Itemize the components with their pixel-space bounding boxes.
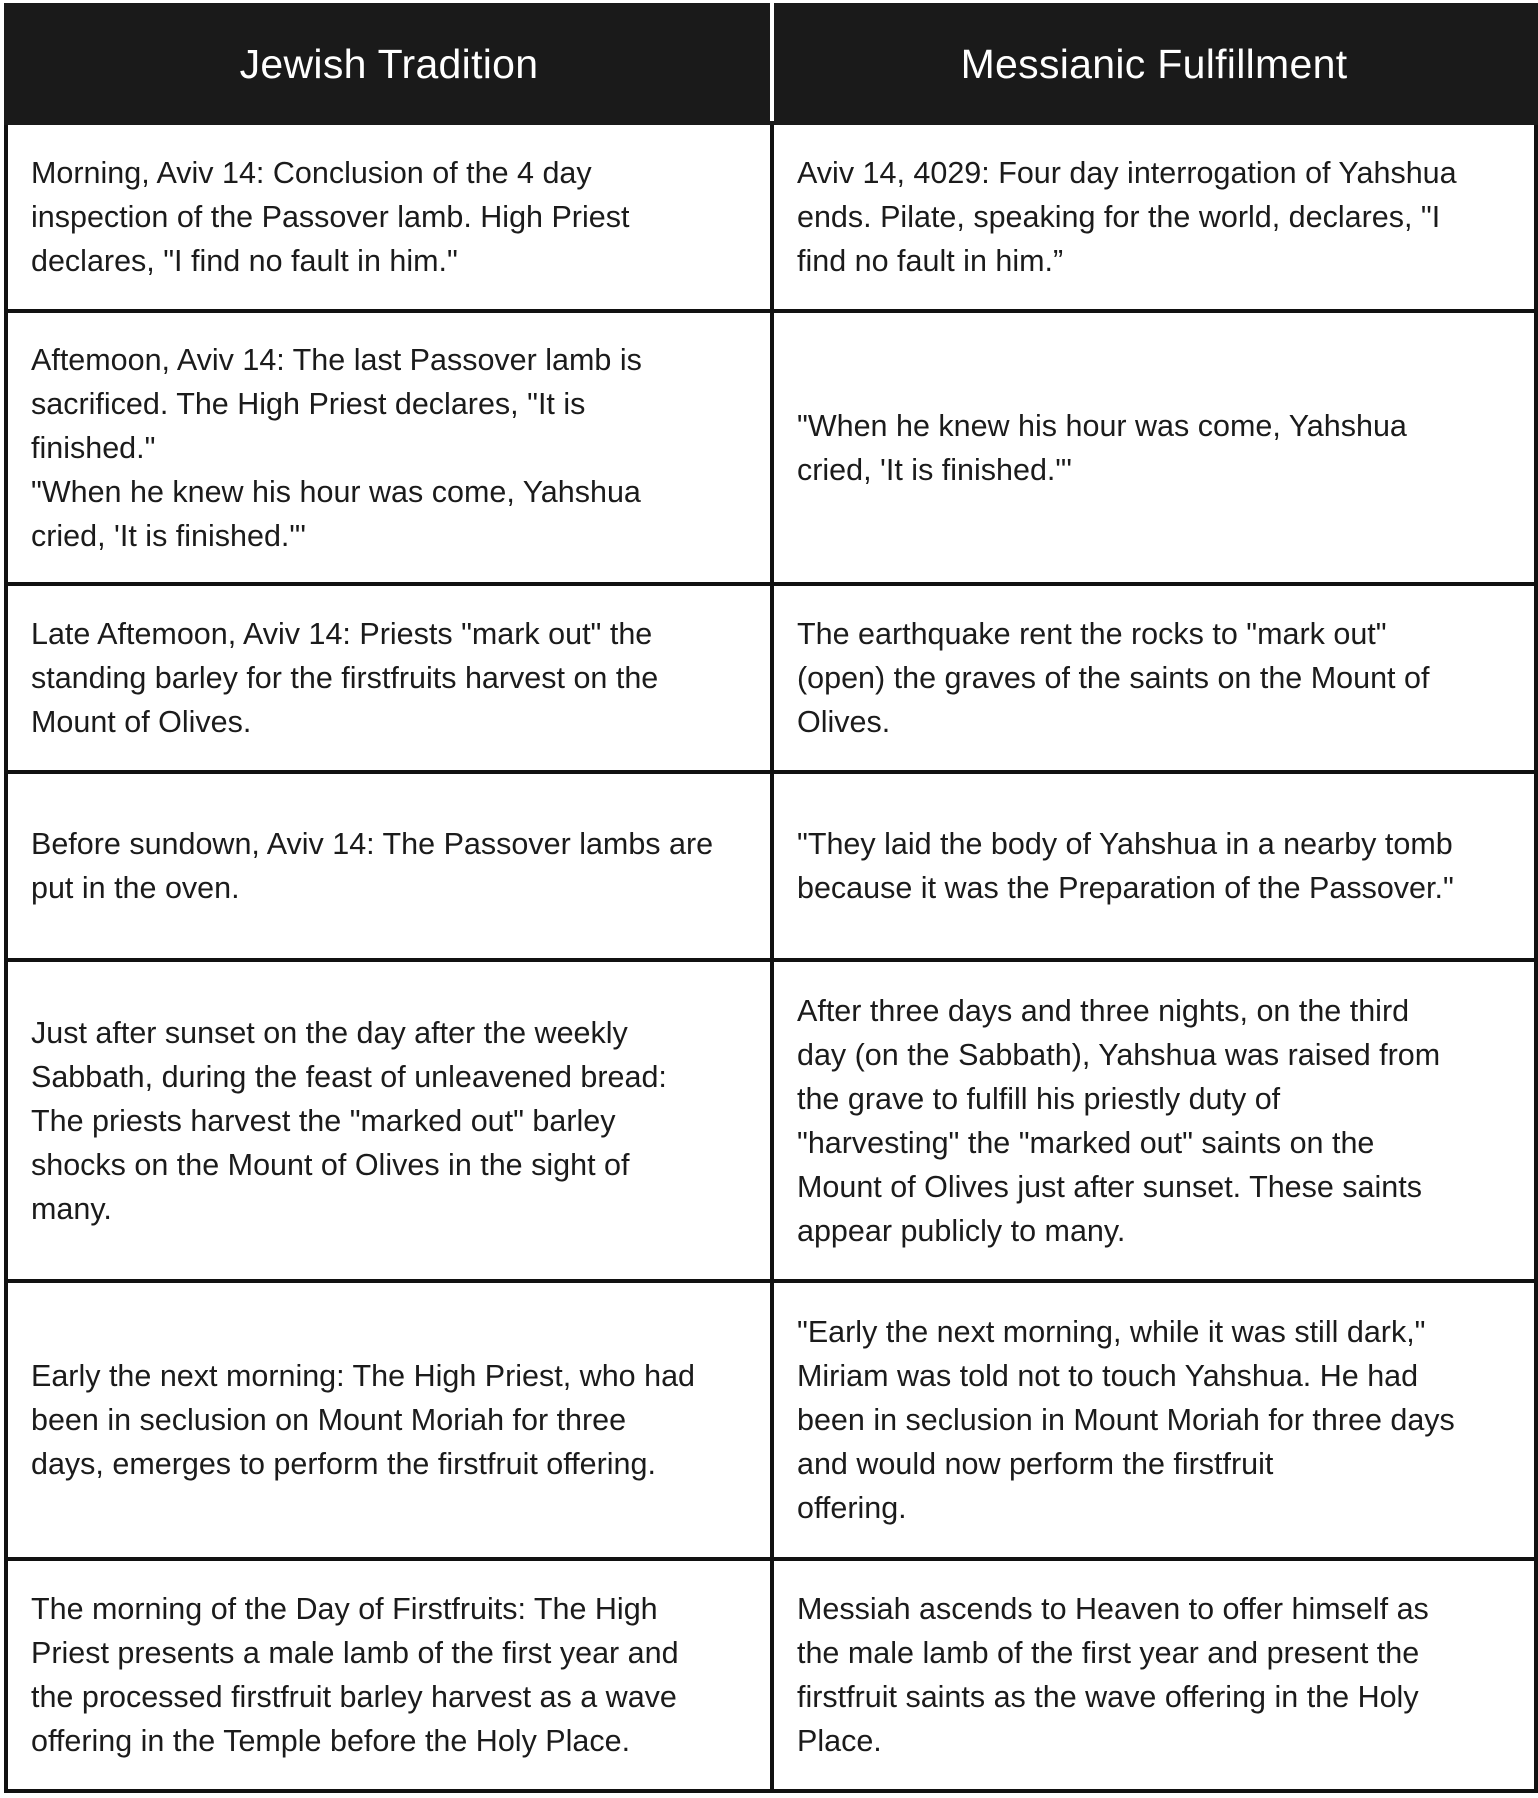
text-line: "When he knew his hour was come, Yahshua: [31, 474, 641, 509]
tradition-text: [31, 612, 752, 744]
fulfillment-cell: [772, 584, 1536, 772]
text-line: Early the next morning: The High Priest, who had: [31, 1359, 696, 1393]
text-line: "When he knew his hour was come, Yahshua: [797, 408, 1407, 443]
text-line: declares, "I find no fault in him.": [31, 244, 458, 278]
tradition-cell: [6, 584, 772, 772]
fulfillment-cell: [772, 1281, 1536, 1559]
tradition-text: [31, 1587, 752, 1763]
text-line: finished.": [31, 430, 156, 465]
table-row: [6, 123, 1536, 311]
text-line: inspection of the Passover lamb. High Priest: [31, 200, 630, 234]
text-line: day (on the Sabbath), Yahshua was raised from: [797, 1037, 1441, 1072]
text-line: been in seclusion in Mount Moriah for three days: [797, 1403, 1455, 1437]
text-line: Mount of Olives.: [31, 705, 252, 739]
fulfillment-text: [797, 1587, 1516, 1763]
text-line: Morning, Aviv 14: Conclusion of the 4 day: [31, 156, 592, 190]
text-line: "harvesting" the "marked out" saints on the: [797, 1125, 1375, 1160]
text-line: The earthquake rent the rocks to "mark out": [797, 617, 1387, 651]
text-line: offering in the Temple before the Holy Place.: [31, 1724, 631, 1758]
fulfillment-text: [797, 989, 1516, 1253]
tradition-cell: [6, 123, 772, 311]
fulfillment-text: [797, 1310, 1516, 1530]
tradition-text: [31, 1354, 752, 1486]
fulfillment-cell: [772, 960, 1536, 1281]
text-line: The priests harvest the "marked out" barley: [31, 1103, 616, 1138]
text-line: the processed firstfruit barley harvest as a wave: [31, 1680, 677, 1714]
text-line: After three days and three nights, on the third: [797, 993, 1410, 1028]
text-line: the male lamb of the first year and present the: [797, 1636, 1420, 1670]
table-row: [6, 311, 1536, 584]
fulfillment-text: [797, 822, 1516, 910]
text-line: and would now perform the firstfruit: [797, 1447, 1274, 1481]
table-row: [6, 772, 1536, 960]
text-line: firstfruit saints as the wave offering in the Holy: [797, 1680, 1419, 1714]
text-line: Aviv 14, 4029: Four day interrogation of Yahshua: [797, 156, 1457, 190]
text-line: Sabbath, during the feast of unleavened bread:: [31, 1059, 667, 1094]
tradition-cell: [6, 772, 772, 960]
header-jewish-tradition: Jewish Tradition: [6, 5, 772, 123]
fulfillment-text: [797, 151, 1516, 283]
fulfillment-cell: [772, 1559, 1536, 1791]
text-line: "They laid the body of Yahshua in a nearby tomb: [797, 827, 1453, 861]
text-line: Before sundown, Aviv 14: The Passover lambs are: [31, 827, 714, 861]
fulfillment-cell: [772, 311, 1536, 584]
text-line: Just after sunset on the day after the weekly: [31, 1015, 628, 1050]
text-line: Aftemoon, Aviv 14: The last Passover lamb is: [31, 342, 642, 377]
table-row: [6, 1281, 1536, 1559]
text-line: because it was the Preparation of the Passover.": [797, 871, 1454, 905]
fulfillment-text: [797, 612, 1516, 744]
text-line: Priest presents a male lamb of the first year and: [31, 1636, 679, 1670]
tradition-text: [31, 1011, 752, 1231]
text-line: ends. Pilate, speaking for the world, declares, "I: [797, 200, 1441, 234]
header-messianic-fulfillment: Messianic Fulfillment: [772, 5, 1536, 123]
text-line: shocks on the Mount of Olives in the sight of: [31, 1147, 630, 1182]
table-row: [6, 584, 1536, 772]
text-line: sacrificed. The High Priest declares, "It is: [31, 386, 586, 421]
tradition-text: [31, 151, 752, 283]
text-line: appear publicly to many.: [797, 1213, 1126, 1248]
text-line: Place.: [797, 1724, 882, 1758]
fulfillment-cell: [772, 772, 1536, 960]
tradition-cell: [6, 311, 772, 584]
tradition-text: [31, 822, 752, 910]
text-line: been in seclusion on Mount Moriah for three: [31, 1403, 627, 1437]
tradition-text: [31, 338, 752, 558]
table-row: [6, 1559, 1536, 1791]
text-line: many.: [31, 1191, 112, 1226]
tradition-cell: [6, 1281, 772, 1559]
text-line: days, emerges to perform the firstfruit offering.: [31, 1447, 656, 1481]
text-line: cried, 'It is finished."': [31, 518, 307, 553]
text-line: Olives.: [797, 705, 891, 739]
text-line: cried, 'It is finished."': [797, 452, 1073, 487]
tradition-cell: [6, 960, 772, 1281]
table-row: [6, 960, 1536, 1281]
text-line: find no fault in him.”: [797, 244, 1064, 278]
text-line: offering.: [797, 1491, 907, 1525]
fulfillment-text: [797, 404, 1516, 492]
table-header-row: [6, 5, 1536, 123]
text-line: Mount of Olives just after sunset. These saints: [797, 1169, 1422, 1204]
text-line: standing barley for the firstfruits harvest on the: [31, 661, 659, 695]
fulfillment-cell: [772, 123, 1536, 311]
comparison-table: [4, 3, 1538, 1793]
text-line: The morning of the Day of Firstfruits: The High: [31, 1592, 658, 1626]
tradition-cell: [6, 1559, 772, 1791]
text-line: "Early the next morning, while it was still dark,": [797, 1315, 1426, 1349]
text-line: Messiah ascends to Heaven to offer himself as: [797, 1592, 1429, 1626]
comparison-table-container: [4, 3, 1534, 1793]
text-line: the grave to fulfill his priestly duty of: [797, 1081, 1281, 1116]
text-line: (open) the graves of the saints on the Mount of: [797, 661, 1430, 695]
text-line: put in the oven.: [31, 871, 240, 905]
text-line: Late Aftemoon, Aviv 14: Priests "mark out" the: [31, 617, 653, 651]
text-line: Miriam was told not to touch Yahshua. He had: [797, 1359, 1419, 1393]
